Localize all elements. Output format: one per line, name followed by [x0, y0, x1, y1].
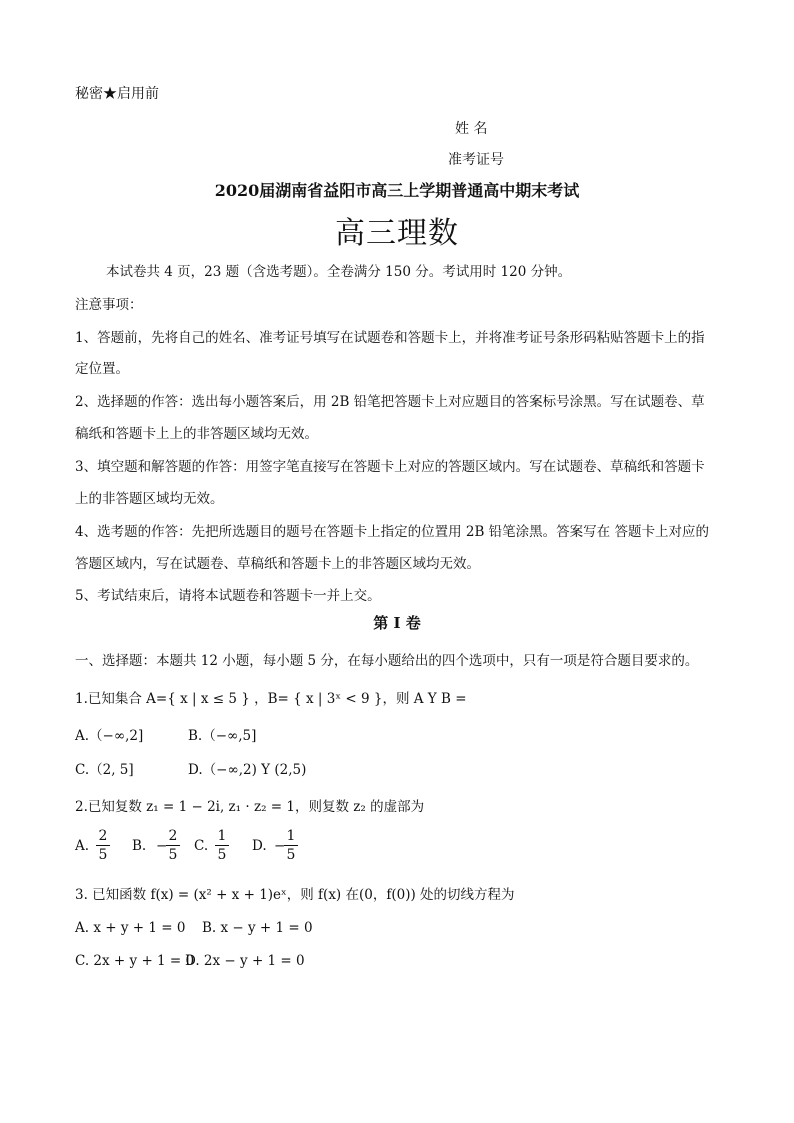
- question-3-stem: 3. 已知函数 f(x) = (x² + x + 1)eˣ，则 f(x) 在(0，f(0)) 处的切线方程为: [75, 887, 515, 903]
- fraction-numerator: 1: [215, 828, 229, 846]
- question-2-option-b-label: B.: [132, 838, 147, 854]
- question-2-option-c-fraction: [215, 828, 229, 864]
- note-line: 2、选择题的作答：选出每小题答案后，用 2B 铅笔把答题卡上对应题目的答案标号涂黑。写在试题卷、草: [75, 394, 705, 410]
- exam-subject: 高三理数: [335, 216, 459, 251]
- ticket-number-label: 准考证号: [448, 152, 504, 168]
- notes-heading: 注意事项：: [75, 297, 143, 313]
- fraction-denominator: 5: [98, 847, 108, 863]
- exam-title: 2020届湖南省益阳市高三上学期普通高中期末考试: [214, 181, 580, 200]
- note-line: 上的非答题区域均无效。: [75, 491, 224, 507]
- fraction-denominator: 5: [217, 847, 227, 863]
- question-1-option-d: D.（−∞,2) Y (2,5): [188, 762, 307, 778]
- note-line: 1、答题前，先将自己的姓名、准考证号填写在试题卷和答题卡上，并将准考证号条形码粘贴答题卡上的指: [75, 330, 705, 346]
- fraction-denominator: 5: [168, 847, 178, 863]
- confidential-mark: 秘密★启用前: [75, 86, 159, 102]
- question-3-option-a: A. x + y + 1 = 0: [75, 920, 186, 936]
- question-1-option-c: C.（2, 5]: [75, 762, 134, 778]
- question-1-option-b: B.（−∞,5]: [188, 728, 257, 744]
- note-line: 3、填空题和解答题的作答：用签字笔直接写在答题卡上对应的答题区域内。写在试题卷、草稿纸和答题卡: [75, 459, 705, 475]
- question-2-stem: 2.已知复数 z₁ = 1 − 2i, z₁ · z₂ = 1，则复数 z₂ 的虚部为: [75, 799, 425, 815]
- question-1-stem: 1.已知集合 A={ x | x ≤ 5 } ，B= { x | 3ˣ < 9 }，则 A Y B =: [75, 691, 467, 707]
- fraction-numerator: 2: [96, 828, 110, 846]
- note-line: 稿纸和答题卡上上的非答题区域均无效。: [75, 426, 318, 442]
- question-3-option-d: D. 2x − y + 1 = 0: [185, 953, 305, 969]
- note-line: 答题区域内，写在试题卷、草稿纸和答题卡上的非答题区域均无效。: [75, 556, 480, 572]
- question-3-option-c: C. 2x + y + 1 = 0: [75, 953, 195, 969]
- choice-instruction: 一、选择题：本题共 12 小题，每小题 5 分，在每小题给出的四个选项中，只有一项是符合题目要求的。: [75, 653, 699, 669]
- fraction-numerator: 2: [166, 828, 180, 846]
- note-line: 定位置。: [75, 361, 129, 377]
- fraction-numerator: 1: [284, 828, 298, 846]
- question-3-option-b: B. x − y + 1 = 0: [202, 920, 313, 936]
- note-line: 5、考试结束后，请将本试题卷和答题卡一并上交。: [75, 588, 381, 604]
- note-line: 4、选考题的作答：先把所选题目的题号在答题卡上指定的位置用 2B 铅笔涂黑。答案写在 答题卡上对应的: [75, 524, 709, 540]
- question-1-option-a: A.（−∞,2]: [75, 728, 144, 744]
- part-1-heading: 第 I 卷: [373, 614, 421, 632]
- fraction-denominator: 5: [286, 847, 296, 863]
- question-2-option-c-label: C.: [194, 838, 209, 854]
- question-2-option-d-label: D.: [252, 838, 267, 854]
- question-2-option-b-sign: −: [156, 838, 168, 854]
- question-2-option-d-sign: −: [274, 838, 286, 854]
- question-2-option-d-fraction: [284, 828, 298, 864]
- question-2-option-a-fraction: [96, 828, 110, 864]
- question-2-option-b-fraction: [166, 828, 180, 864]
- name-label: 姓 名: [455, 121, 488, 137]
- exam-intro: 本试卷共 4 页，23 题（含选考题）。全卷满分 150 分。考试用时 120 分钟。: [106, 264, 572, 280]
- question-2-option-a-label: A.: [75, 838, 90, 854]
